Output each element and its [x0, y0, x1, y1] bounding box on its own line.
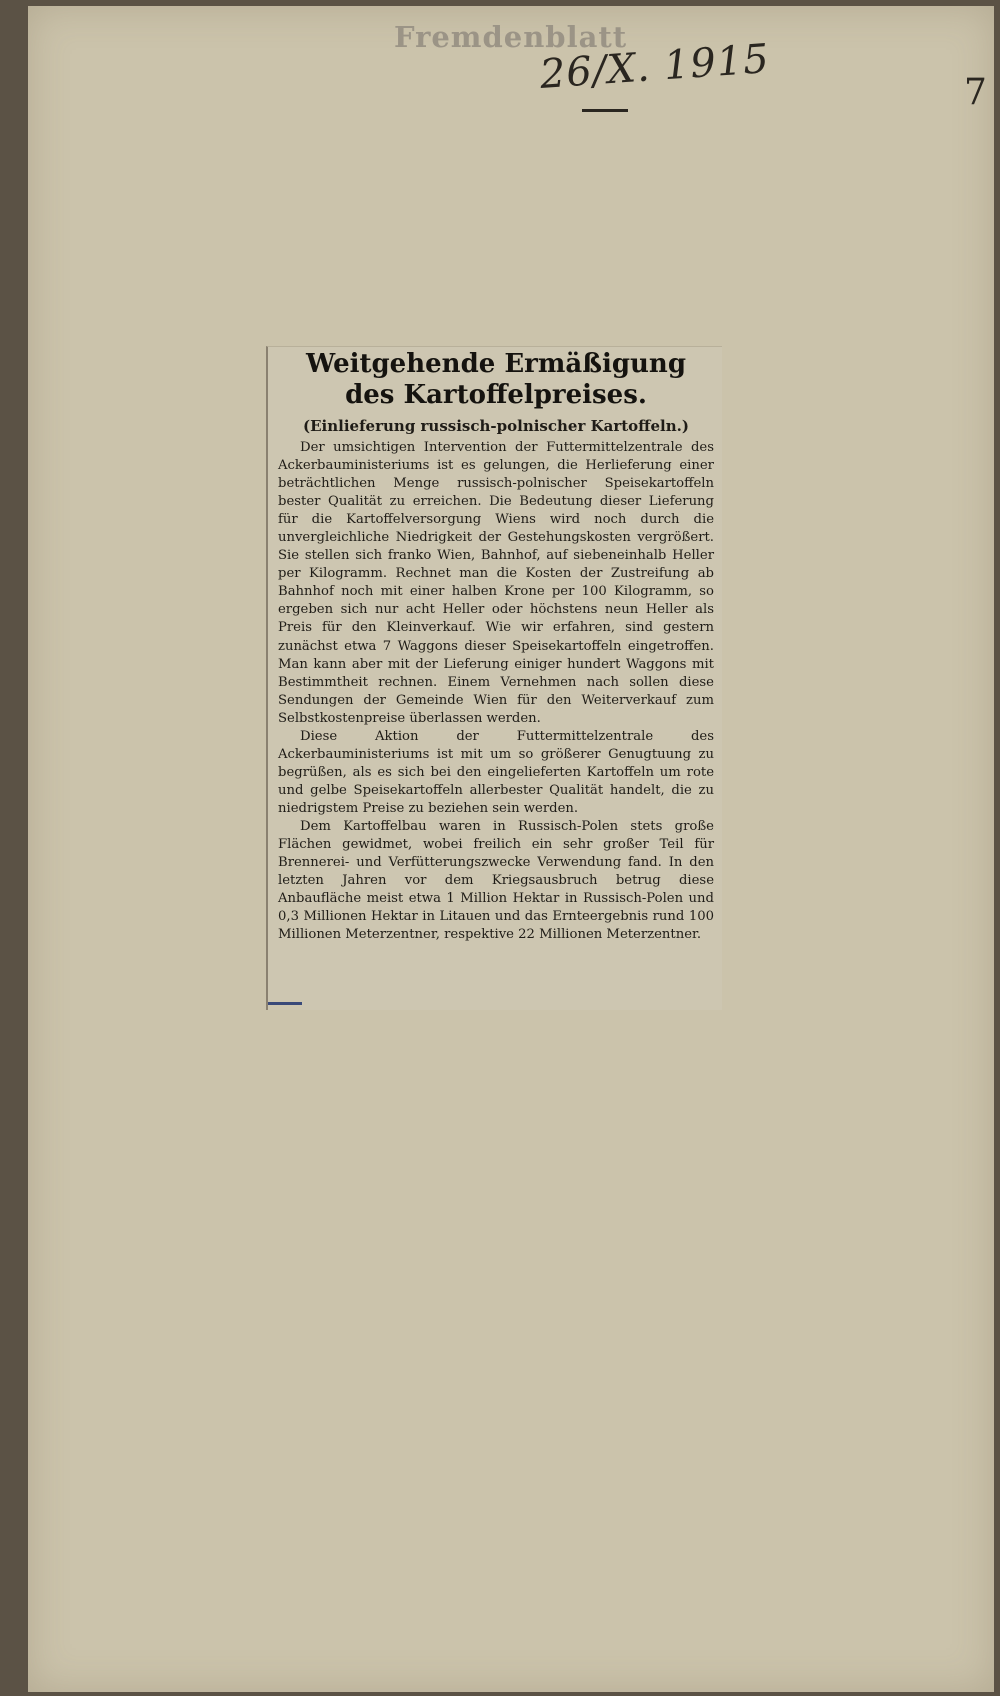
article-subheadline: (Einlieferung russisch-polnischer Kartoffeln.): [303, 417, 689, 435]
article-paragraph: Der umsichtigen Intervention der Futtermittelzentrale des Ackerbauministeriums ist es gelungen, die Herlieferung einer beträchtlichen Menge russisch-polnischer Speisekartoffeln bester Qualität zu erreichen. Die Bedeutung dieser Lieferung für die Kartoffelversorgung Wiens wird noch durch die unvergleichliche Niedrigkeit der Gestehungskosten vergrößert. Sie stellen sich franko Wien, Bahnhof, auf siebeneinhalb Heller per Kilogramm. Rechnet man die Kosten der Zustreifung ab Bahnhof noch mit einer halben Krone per 100 Kilogramm, so ergeben sich nur acht Heller oder höchstens neun Heller als Preis für den Kleinverkauf. Wie wir erfahren, sind gestern zunächst etwa 7 Waggons dieser Speisekartoffeln eingetroffen. Man kann aber mit der Lieferung einiger hundert Waggons mit Bestimmtheit rechnen. Einem Vernehmen nach sollen diese Sendungen der Gemeinde Wien für den Weiterverkauf zum Selbstkostenpreise überlassen werden.: [278, 440, 714, 726]
handwritten-date: 26/X. 1915: [538, 36, 772, 98]
page-number: 7: [964, 72, 987, 113]
newspaper-stamp: Fremdenblatt: [394, 20, 628, 54]
article-paragraph: Dem Kartoffelbau waren in Russisch-Polen stets große Flächen gewidmet, wobei freilich ein sehr großer Teil für Brennerei- und Verfütterungszwecke Verwendung fand. In den letzten Jahren vor dem Kriegsausbruch betrug diese Anbaufläche meist etwa 1 Million Hektar in Russisch-Polen und 0,3 Millionen Hektar in Litauen und das Ernteergebnis rund 100 Millionen Meterzentner, respektive 22 Millionen Meterzentner.: [278, 818, 714, 943]
article-headline: Weitgehende Ermäßigung des Kartoffelpreises.: [305, 349, 687, 410]
date-underline: [582, 109, 628, 112]
article-paragraph: Diese Aktion der Futtermittelzentrale des Ackerbauministeriums ist mit um so größerer Genugtuung zu begrüßen, als es sich bei den eingelieferten Kartoffeln um rote und gelbe Speisekartoffeln allerbester Qualität handelt, die zu niedrigstem Preise zu beziehen sein werden.: [278, 728, 714, 816]
newspaper-clipping: [266, 346, 722, 1010]
pencil-bracket-mark: [268, 1002, 302, 1005]
